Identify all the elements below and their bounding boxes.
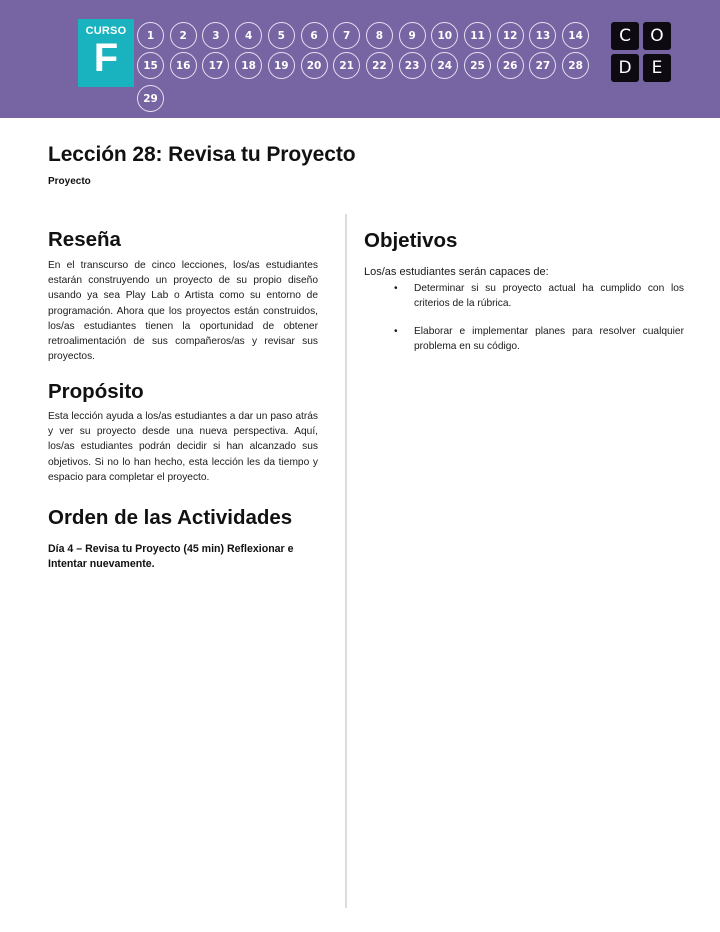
logo-tile-o: O: [643, 22, 671, 50]
lesson-link-29[interactable]: 29: [137, 85, 164, 112]
orden-heading: Orden de las Actividades: [48, 506, 293, 529]
logo-tile-d: D: [611, 54, 639, 82]
bullet-icon: •: [394, 283, 398, 294]
lesson-link-20[interactable]: 20: [301, 52, 328, 79]
lesson-link-15[interactable]: 15: [137, 52, 164, 79]
lesson-link-1[interactable]: 1: [137, 22, 164, 49]
objetivo-text: Determinar si su proyecto actual ha cumplido con los criterios de la rúbrica.: [414, 283, 684, 309]
proposito-heading: Propósito: [48, 380, 144, 403]
lesson-link-28[interactable]: 28: [562, 52, 589, 79]
lesson-link-6[interactable]: 6: [301, 22, 328, 49]
lesson-title: Lección 28: Revisa tu Proyecto: [48, 143, 356, 166]
objetivo-item: [394, 324, 684, 354]
lesson-link-10[interactable]: 10: [431, 22, 458, 49]
lesson-link-25[interactable]: 25: [464, 52, 491, 79]
lesson-link-21[interactable]: 21: [333, 52, 360, 79]
proposito-body: Esta lección ayuda a los/as estudiantes a dar un paso atrás y ver su proyecto desde una nueva perspectiva. Aquí, los/as estudiantes podrán decidir si han alcanzado sus objetivos. Si no lo han hecho, esta lección les da tiempo y espacio para completar el proyecto.: [48, 411, 318, 483]
lesson-link-12[interactable]: 12: [497, 22, 524, 49]
course-letter: F: [93, 36, 119, 80]
lesson-link-13[interactable]: 13: [529, 22, 556, 49]
lesson-link-5[interactable]: 5: [268, 22, 295, 49]
lesson-link-26[interactable]: 26: [497, 52, 524, 79]
lesson-subtitle: Proyecto: [48, 176, 91, 187]
bullet-icon: •: [394, 326, 398, 337]
code-org-logo[interactable]: [611, 22, 671, 82]
lesson-link-11[interactable]: 11: [464, 22, 491, 49]
course-header-banner: [0, 0, 720, 118]
objetivo-text: Elaborar e implementar planes para resolver cualquier problema en su código.: [414, 326, 684, 352]
lesson-link-14[interactable]: 14: [562, 22, 589, 49]
course-label: CURSO: [85, 25, 127, 37]
objetivos-heading: Objetivos: [364, 229, 458, 252]
lesson-link-7[interactable]: 7: [333, 22, 360, 49]
lesson-link-8[interactable]: 8: [366, 22, 393, 49]
lesson-link-3[interactable]: 3: [202, 22, 229, 49]
lesson-link-27[interactable]: 27: [529, 52, 556, 79]
lesson-link-24[interactable]: 24: [431, 52, 458, 79]
lesson-link-23[interactable]: 23: [399, 52, 426, 79]
lesson-link-2[interactable]: 2: [170, 22, 197, 49]
lesson-link-4[interactable]: 4: [235, 22, 262, 49]
objetivos-intro: Los/as estudiantes serán capaces de:: [364, 266, 549, 278]
column-divider: [345, 214, 347, 908]
objetivo-item: [394, 281, 684, 311]
logo-tile-e: E: [643, 54, 671, 82]
lesson-link-17[interactable]: 17: [202, 52, 229, 79]
logo-tile-c: C: [611, 22, 639, 50]
lesson-link-22[interactable]: 22: [366, 52, 393, 79]
lesson-link-19[interactable]: 19: [268, 52, 295, 79]
activity-item: Día 4 – Revisa tu Proyecto (45 min) Reflexionar e Intentar nuevamente.: [48, 543, 294, 570]
objetivos-list: [394, 281, 684, 367]
lesson-link-18[interactable]: 18: [235, 52, 262, 79]
course-badge[interactable]: [78, 19, 134, 87]
resena-body: En el transcurso de cinco lecciones, los/as estudiantes estarán construyendo un proyecto de su propio diseño usando ya sea Play Lab o Artista como su entorno de programación. Ahora que los proyectos están construidos, los/as estudiantes tienen la oportunidad de obtener retroalimentación de sus compañeros/as y revisar sus proyectos.: [48, 260, 318, 363]
resena-heading: Reseña: [48, 228, 121, 251]
lesson-link-16[interactable]: 16: [170, 52, 197, 79]
lesson-link-9[interactable]: 9: [399, 22, 426, 49]
